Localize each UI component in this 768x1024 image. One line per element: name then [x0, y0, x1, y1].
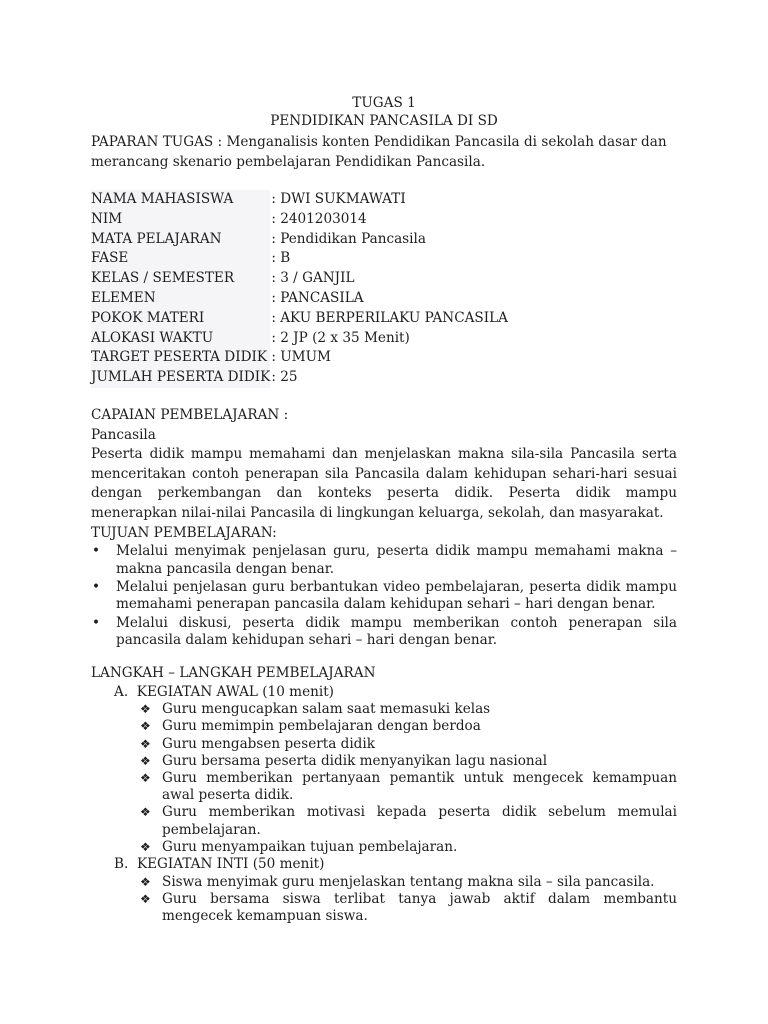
doc-title: TUGAS 1: [352, 95, 416, 111]
step-text: Guru memberikan pertanyaan pemantik untuk mengecek kemampuan awal peserta didik.: [162, 770, 677, 804]
diamond-bullet-icon: ❖: [140, 771, 151, 785]
info-label: POKOK MATERI: [91, 309, 270, 329]
list-item: [139, 753, 677, 770]
kegiatan-inti-heading: [114, 856, 677, 874]
list-item: [91, 543, 677, 578]
list-item: [139, 736, 677, 753]
tujuan-heading: TUJUAN PEMBELAJARAN:: [91, 524, 277, 541]
info-label: MATA PELAJARAN: [91, 230, 270, 250]
info-row: [91, 269, 508, 289]
kegiatan-awal-title: KEGIATAN AWAL (10 menit): [136, 683, 334, 700]
diamond-bullet-icon: ❖: [140, 719, 151, 734]
tujuan-list: [91, 543, 677, 650]
diamond-bullet-icon: ❖: [140, 702, 151, 717]
capaian-subheading: Pancasila: [91, 426, 156, 443]
langkah-heading: LANGKAH – LANGKAH PEMBELAJARAN: [91, 665, 376, 681]
paparan-text: : Menganalisis konten Pendidikan Pancasila di sekolah dasar dan merancang skenario pembelajaran Pendidikan Pancasila.: [91, 134, 667, 170]
info-value: : DWI SUKMAWATI: [271, 191, 406, 207]
kegiatan-awal-list: [91, 701, 677, 856]
step-text: Guru memberikan motivasi kepada peserta didik sebelum memulai pembelajaran.: [162, 804, 677, 838]
tujuan-item-text: Melalui menyimak penjelasan guru, peserta didik mampu memahami makna – makna pancasila dengan benar.: [116, 543, 677, 577]
list-item: [139, 718, 677, 735]
info-value: : 2 JP (2 x 35 Menit): [271, 329, 410, 346]
info-value: : 2401203014: [271, 210, 367, 227]
bullet-dot-icon: •: [92, 578, 101, 595]
info-label: FASE: [91, 249, 270, 269]
diamond-bullet-icon: ❖: [140, 891, 151, 906]
diamond-bullet-icon: ❖: [140, 805, 151, 820]
info-value: : 3 / GANJIL: [271, 270, 355, 287]
paparan-label: PAPARAN TUGAS: [91, 134, 214, 150]
list-item: [139, 874, 677, 891]
section-marker: B.: [114, 856, 129, 873]
step-text: Guru bersama peserta didik menyanyikan lagu nasional: [162, 752, 548, 769]
step-text: Guru bersama siswa terlibat tanya jawab aktif dalam membantu mengecek kemampuan siswa.: [162, 890, 677, 925]
diamond-bullet-icon: ❖: [140, 874, 151, 889]
diamond-bullet-icon: ❖: [140, 753, 151, 768]
info-label: NAMA MAHASISWA: [91, 190, 270, 210]
info-label: TARGET PESERTA DIDIK: [91, 348, 270, 368]
bullet-dot-icon: •: [92, 543, 101, 560]
section-marker: A.: [114, 683, 129, 700]
info-value: : 25: [271, 369, 298, 386]
list-item: [139, 804, 677, 838]
info-row: [91, 210, 508, 230]
info-label: ALOKASI WAKTU: [91, 329, 270, 349]
info-row: [91, 368, 508, 388]
capaian-section: [91, 406, 677, 650]
info-row: [91, 249, 508, 269]
list-item: [139, 701, 677, 718]
info-value: : UMUM: [271, 349, 331, 366]
kegiatan-inti-list: [91, 874, 677, 926]
info-row: [91, 289, 508, 309]
step-text: Siswa menyimak guru menjelaskan tentang makna sila – sila pancasila.: [162, 873, 655, 890]
doc-subtitle: PENDIDIKAN PANCASILA DI SD: [270, 113, 498, 129]
info-value: : B: [271, 250, 291, 267]
info-label: KELAS / SEMESTER: [91, 269, 270, 289]
list-item: [139, 839, 677, 856]
info-label: ELEMEN: [91, 289, 270, 309]
info-value: : Pendidikan Pancasila: [271, 230, 426, 247]
list-item: [139, 770, 677, 804]
step-text: Guru mengucapkan salam saat memasuki kelas: [162, 701, 491, 718]
info-label: NIM: [91, 210, 270, 230]
step-text: Guru menyampaikan tujuan pembelajaran.: [162, 838, 458, 855]
info-row: [91, 309, 508, 329]
info-row: [91, 329, 508, 349]
list-item: [91, 615, 677, 650]
tujuan-item-text: Melalui penjelasan guru berbantukan video pembelajaran, peserta didik mampu memahami penerapan pancasila dalam kehidupan sehari – hari dengan benar.: [116, 578, 677, 613]
diamond-bullet-icon: ❖: [140, 736, 151, 751]
list-item: [139, 891, 677, 925]
info-row: [91, 230, 508, 250]
bullet-dot-icon: •: [92, 614, 101, 631]
info-value: : PANCASILA: [271, 289, 364, 306]
info-label: JUMLAH PESERTA DIDIK: [91, 368, 270, 388]
step-text: Guru memimpin pembelajaran dengan berdoa: [162, 718, 481, 735]
tujuan-item-text: Melalui diskusi, peserta didik mampu memberikan contoh penerapan sila pancasila dalam kehidupan sehari – hari dengan benar.: [116, 614, 677, 649]
kegiatan-awal-heading: [114, 684, 677, 702]
langkah-section: [91, 664, 677, 925]
step-text: Guru mengabsen peserta didik: [162, 735, 375, 752]
student-info-table: [91, 190, 508, 388]
capaian-heading: CAPAIAN PEMBELAJARAN :: [91, 407, 289, 423]
info-value: : AKU BERPERILAKU PANCASILA: [271, 309, 508, 326]
paparan-tugas: [91, 133, 681, 172]
kegiatan-inti-title: KEGIATAN INTI (50 menit): [136, 856, 325, 873]
info-row: [91, 190, 508, 210]
diamond-bullet-icon: ❖: [140, 839, 151, 854]
capaian-text: Peserta didik mampu memahami dan menjelaskan makna sila-sila Pancasila serta menceritakan contoh penerapan sila Pancasila dalam kehidupan sehari-hari sesuai dengan perkembangan dan konteks peserta didik. Peserta didik mampu menerapkan nilai-nilai Pancasila di lingkungan keluarga, sekolah, dan masyarakat.: [91, 446, 677, 521]
info-row: [91, 348, 508, 368]
list-item: [91, 579, 677, 614]
